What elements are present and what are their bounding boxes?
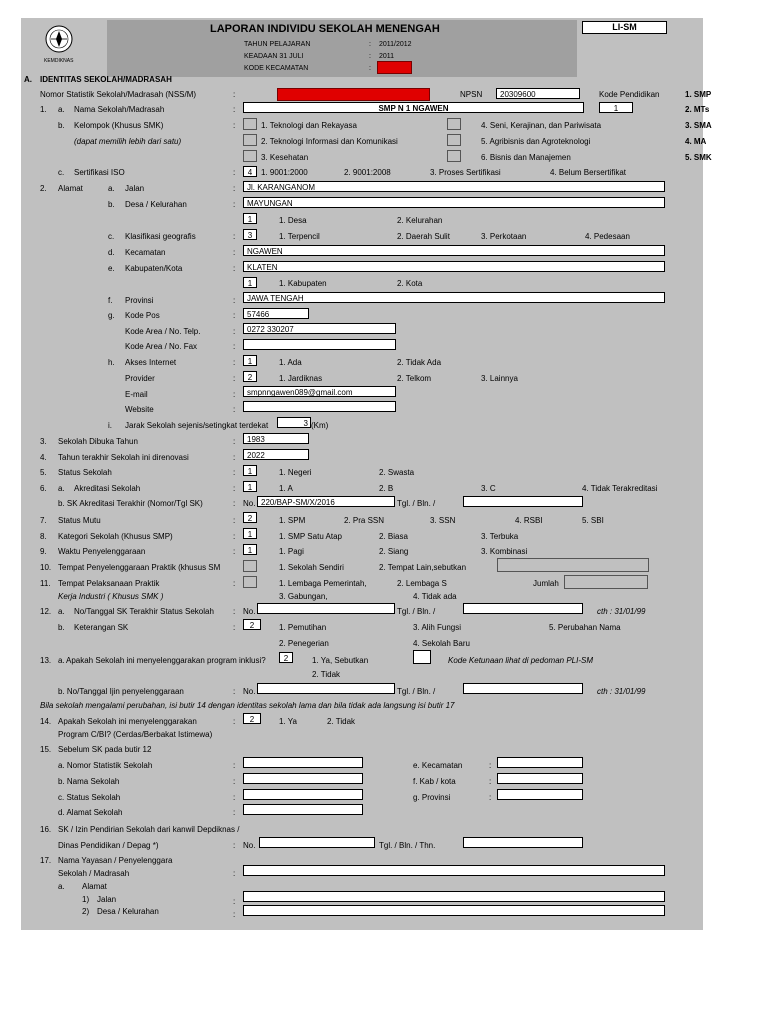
jarak-field[interactable]: 3 (277, 417, 311, 428)
pelaksanaan-label: Tempat Pelaksanaan Praktik (58, 579, 160, 588)
kategori-field[interactable]: 1 (243, 528, 257, 539)
yayasan-desa-field[interactable] (243, 905, 665, 916)
npsn-field[interactable]: 20309600 (496, 88, 580, 99)
sk-akreditasi-field[interactable]: 220/BAP-SM/X/2016 (257, 496, 395, 507)
praktik-label: Tempat Penyelenggaraan Praktik (khusus SM (58, 563, 221, 572)
yayasan-jalan-field[interactable] (243, 891, 665, 902)
dibuka-field[interactable]: 1983 (243, 433, 309, 444)
iso-label: Sertifikasi ISO (74, 168, 125, 177)
kelompok-note: (dapat memilih lebih dari satu) (74, 137, 182, 146)
kode-pendidikan-label: Kode Pendidikan (599, 90, 660, 99)
inklusi-sebutkan-field[interactable] (413, 650, 431, 664)
keterangan-sk-label: Keterangan SK (74, 623, 129, 632)
inklusi-note: Kode Ketunaan lihat di pedoman PLI-SM (448, 656, 593, 665)
cbi-label: Apakah Sekolah ini menyelenggarakan (58, 717, 197, 726)
ijin-label: b. No/Tanggal Ijin penyelenggaraan (58, 687, 184, 696)
status-mutu-field[interactable]: 2 (243, 512, 257, 523)
keadaan-value: 2011 (379, 53, 395, 60)
sebelum-sk-label: Sebelum SK pada butir 12 (58, 745, 152, 754)
status-mutu-label: Status Mutu (58, 516, 101, 525)
kelompok-box-6[interactable] (447, 150, 461, 162)
tahun-value: 2011/2012 (379, 41, 412, 48)
internet-field[interactable]: 1 (243, 355, 257, 366)
tahun-label: TAHUN PELAJARAN (244, 41, 311, 48)
status-sekolah-field[interactable]: 1 (243, 465, 257, 476)
kelompok-box-3[interactable] (243, 150, 257, 162)
kabupaten-code-field[interactable]: 1 (243, 277, 257, 288)
waktu-label: Waktu Penyelenggaraan (58, 547, 146, 556)
status-sekolah-label: Status Sekolah (58, 468, 112, 477)
kelompok-box-1[interactable] (243, 118, 257, 130)
sk-akreditasi-tgl-field[interactable] (463, 496, 583, 507)
sk-status-label: No/Tanggal SK Terakhir Status Sekolah (74, 607, 214, 616)
waktu-field[interactable]: 1 (243, 544, 257, 555)
yayasan-field[interactable] (243, 865, 665, 876)
email-field[interactable]: smpnngawen089@gmail.com (243, 386, 396, 397)
telp-field[interactable]: 0272 330207 (243, 323, 396, 334)
legend-smp: 1. SMP (685, 90, 712, 99)
izin-pendirian-tgl-field[interactable] (463, 837, 583, 848)
ijin-tgl-field[interactable] (463, 683, 583, 694)
npsn-label: NPSN (460, 90, 483, 99)
provider-field[interactable]: 2 (243, 371, 257, 382)
page-title: LAPORAN INDIVIDU SEKOLAH MENENGAH (210, 23, 440, 35)
kode-pos-field[interactable]: 57466 (243, 308, 309, 319)
desa-field[interactable]: MAYUNGAN (243, 197, 665, 208)
nss-lama-field[interactable] (243, 757, 363, 768)
akreditasi-field[interactable]: 1 (243, 481, 257, 492)
alamat-label: Alamat (58, 184, 83, 193)
alamat-lama-field[interactable] (243, 804, 363, 815)
nss-label: Nomor Statistik Sekolah/Madrasah (NSS/M) (40, 90, 197, 99)
keterangan-sk-field[interactable]: 2 (243, 619, 261, 630)
form-code: LI-SM (582, 21, 667, 34)
kode-kecamatan-label: KODE KECAMATAN (244, 65, 309, 72)
praktik-lain-field[interactable] (497, 558, 649, 572)
keadaan-label: KEADAAN 31 JULI (244, 53, 304, 60)
yayasan-label: Nama Yayasan / Penyelenggara (58, 856, 173, 865)
nama-sekolah-field[interactable]: SMP N 1 NGAWEN (243, 102, 584, 113)
praktik-box[interactable] (243, 560, 257, 572)
jalan-field[interactable]: Jl. KARANGANOM (243, 181, 665, 192)
nss-field[interactable] (277, 88, 430, 101)
jumlah-field[interactable] (564, 575, 648, 589)
kelompok-box-4[interactable] (447, 118, 461, 130)
kelompok-box-2[interactable] (243, 134, 257, 146)
kode-kecamatan-field[interactable] (377, 61, 412, 74)
status-lama-field[interactable] (243, 789, 363, 800)
nama-lama-field[interactable] (243, 773, 363, 784)
kecamatan-field[interactable]: NGAWEN (243, 245, 665, 256)
website-field[interactable] (243, 401, 396, 412)
izin-pendirian-label: SK / Izin Pendirian Sekolah dari kanwil Depdiknas / (58, 825, 240, 834)
desa-code-field[interactable]: 1 (243, 213, 257, 224)
fax-field[interactable] (243, 339, 396, 350)
renovasi-label: Tahun terakhir Sekolah ini direnovasi (58, 453, 189, 462)
sk-status-field[interactable] (257, 603, 395, 614)
legend-sma: 3. SMA (685, 121, 712, 130)
ijin-field[interactable] (257, 683, 395, 694)
inklusi-field[interactable]: 2 (279, 652, 293, 663)
inklusi-label: Apakah Sekolah ini menyelenggarakan program inklusi? (66, 656, 266, 665)
kecamatan-lama-field[interactable] (497, 757, 583, 768)
legend-smk: 5. SMK (685, 153, 712, 162)
iso-field[interactable]: 4 (243, 166, 257, 177)
legend-ma: 4. MA (685, 137, 707, 146)
dibuka-label: Sekolah Dibuka Tahun (58, 437, 138, 446)
kategori-label: Kategori Sekolah (Khusus SMP) (58, 532, 173, 541)
kelompok-box-5[interactable] (447, 134, 461, 146)
izin-pendirian-field[interactable] (259, 837, 375, 848)
logo-caption: KEMDIKNAS (44, 58, 74, 64)
sk-status-tgl-field[interactable] (463, 603, 583, 614)
pelaksanaan-box[interactable] (243, 576, 257, 588)
legend-mts: 2. MTs (685, 105, 710, 114)
provinsi-lama-field[interactable] (497, 789, 583, 800)
kelompok-label: Kelompok (Khusus SMK) (74, 121, 164, 130)
kode-pendidikan-field[interactable]: 1 (599, 102, 633, 113)
section-a-title: IDENTITAS SEKOLAH/MADRASAH (40, 75, 172, 84)
kabupaten-field[interactable]: KLATEN (243, 261, 665, 272)
kab-lama-field[interactable] (497, 773, 583, 784)
sk-akreditasi-label: b. SK Akreditasi Terakhir (Nomor/Tgl SK) (58, 499, 203, 508)
renovasi-field[interactable]: 2022 (243, 449, 309, 460)
geografis-field[interactable]: 3 (243, 229, 257, 240)
nama-sekolah-label: Nama Sekolah/Madrasah (74, 105, 165, 114)
provinsi-field[interactable]: JAWA TENGAH (243, 292, 665, 303)
cbi-field[interactable]: 2 (243, 713, 261, 724)
akreditasi-label: Akreditasi Sekolah (74, 484, 141, 493)
instruction-note: Bila sekolah mengalami perubahan, isi butir 14 dengan identitas sekolah lama dan bila tidak ada langsung isi butir 17 (40, 701, 455, 710)
